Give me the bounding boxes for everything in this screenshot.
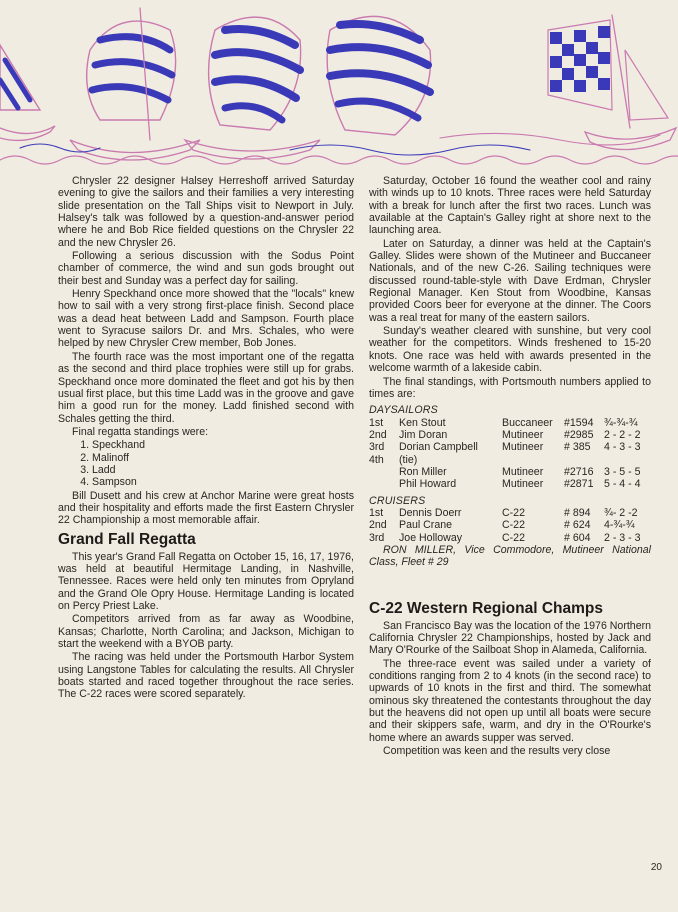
list-item: 3. Ladd: [92, 464, 354, 476]
body-paragraph: The final standings, with Portsmouth numbers applied to times are:: [369, 375, 651, 400]
scores-cell: 4-¾-¾: [604, 519, 635, 532]
scores-cell: 5 - 4 - 4: [604, 478, 641, 491]
name-cell: Paul Crane: [399, 519, 452, 532]
name-cell: Dennis Doerr: [399, 506, 462, 519]
name-cell: Jim Doran: [399, 428, 448, 441]
cruisers-label: CRUISERS: [369, 494, 426, 507]
author-credit: RON MILLER, Vice Commodore, Mutineer National Class, Fleet # 29: [369, 543, 651, 569]
body-paragraph: Bill Dusett and his crew at Anchor Marine were great hosts and their hospitality and efforts made the first Eastern Chrysler 22 Championship a most memorable affair.: [58, 489, 354, 527]
sail-cell: # 624: [564, 519, 591, 532]
section-heading: Grand Fall Regatta: [58, 530, 196, 548]
body-paragraph: Competitors arrived from as far away as Woodbine, Kansas; Charlotte, North Carolina; and Jackson, Michigan to start the weekend with a BYOB party.: [58, 613, 354, 651]
list-item: 1. Speckhand: [92, 439, 354, 451]
boat-cell: Mutineer: [502, 428, 544, 441]
page-number: 20: [650, 862, 662, 873]
boat-cell: Mutineer: [502, 441, 544, 454]
table-row: [369, 441, 651, 453]
body-paragraph: San Francisco Bay was the location of the 1976 Northern California Chrysler 22 Championships, hosted by Jack and Mary O'Rourke of the Sailboat Shop in Alameda, California.: [369, 619, 651, 657]
boat-cell: C-22: [502, 506, 525, 519]
body-paragraph: Competition was keen and the results very close: [383, 745, 611, 758]
scores-cell: 3 - 5 - 5: [604, 465, 641, 478]
scores-cell: 4 - 3 - 3: [604, 441, 641, 454]
sail-cell: # 604: [564, 531, 591, 544]
sail-cell: #2716: [564, 465, 594, 478]
table-row: [369, 429, 651, 441]
place-cell: 2nd: [369, 519, 387, 532]
column-gap: [369, 570, 651, 596]
sail-cell: #2985: [564, 428, 594, 441]
place-cell: 2nd: [369, 428, 387, 441]
boat-cell: Buccaneer: [502, 416, 553, 429]
place-cell: [369, 478, 399, 490]
scores-cell: 2 - 3 - 3: [604, 531, 641, 544]
daysailors-table: [369, 417, 651, 491]
daysailors-label: DAYSAILORS: [369, 404, 438, 417]
body-paragraph: The three-race event was sailed under a variety of conditions ranging from 2 to 4 knots (in the second race) to upwards of 10 knots in the first and third. The somewhat ominous sky threatened the contestants throughout the day but the heavens did not open up until all boats were secure and their skippers safe, warm, and dry in the O'Rourke's home where an awards supper was served.: [369, 657, 651, 744]
table-row: [369, 532, 651, 544]
name-cell: Phil Howard: [399, 478, 457, 491]
name-cell: Joe Holloway: [399, 531, 463, 544]
body-paragraph: Saturday, October 16 found the weather cool and rainy with winds up to 10 knots. Three races were held Saturday with a break for lunch after the first two races. Lunch was available at the Captain's Galley right at shore next to the launching area.: [369, 175, 651, 237]
table-row: [369, 519, 651, 531]
boat-cell: C-22: [502, 531, 525, 544]
body-paragraph: The fourth race was the most important one of the regatta as the second and third place trophies were still up for grabs. Speckhand once more dominated the fleet and got his by then usual first place, but this time Ladd was in the groove and gave him a good run for the money. Ladd finished second with Schales getting the third.: [58, 350, 354, 425]
sail-cell: [564, 454, 604, 466]
place-cell: 3rd: [369, 441, 385, 454]
list-item: 4. Sampson: [92, 476, 354, 488]
cruisers-table: [369, 507, 651, 544]
body-paragraph: Final regatta standings were:: [72, 425, 209, 438]
place-cell: [369, 466, 399, 478]
standings-list: [58, 439, 354, 488]
boat-cell: [502, 454, 564, 466]
section-heading: C-22 Western Regional Champs: [369, 599, 603, 617]
name-cell: Dorian Campbell: [399, 441, 478, 454]
boat-cell: Mutineer: [502, 465, 544, 478]
place-cell: 1st: [369, 506, 384, 519]
sail-cell: #1594: [564, 416, 594, 429]
place-cell: 3rd: [369, 531, 385, 544]
body-paragraph: Henry Speckhand once more showed that the "locals" knew how to sail with a very strong first-place finish. Second place was a dead heat between Ladd and Sampson. Fourth place went to Syracuse sailors Dr. and Mrs. Schales, who were helped by new Chrysler Crew member, Bob Jones.: [58, 288, 354, 350]
body-paragraph: This year's Grand Fall Regatta on October 15, 16, 17, 1976, was held at beautiful Hermitage Landing, in Nashville, Tennessee. Races were held only ten minutes from Opryland and the Grand Ole Opry House. Hermitage Landing is located on Percy Priest Lake.: [58, 550, 354, 612]
table-row: [369, 478, 651, 490]
boat-cell: C-22: [502, 519, 525, 532]
table-row: [369, 507, 651, 519]
body-paragraph: Following a serious discussion with the Sodus Point chamber of commerce, the wind and sun gods brought out their best and Sunday was a perfect day for sailing.: [58, 250, 354, 287]
body-paragraph: The racing was held under the Portsmouth Harbor System using Langstone Tables for calculating the results. All Chrysler boats started and raced together throughout the race series. The C-22 races were scored separately.: [58, 651, 354, 701]
table-row: [369, 417, 651, 429]
right-column: [369, 175, 651, 758]
scores-cell: 2 - 2 - 2: [604, 428, 641, 441]
table-row: [369, 454, 651, 466]
sail-cell: # 385: [564, 441, 591, 454]
place-cell: 1st: [369, 416, 384, 429]
name-cell: Ron Miller: [399, 465, 447, 478]
body-paragraph: Later on Saturday, a dinner was held at the Captain's Galley. Slides were shown of the Mutineer and Buccaneer Nationals, and of the new C-26. Sailing techniques were discussed round-table-style with Dave Erdman, Chrysler Regional Manager. Ken Stout from Woodbine, Kansas provided Coors beer for everyone at the dinner. The Coors was a real treat for many of the eastern sailors.: [369, 237, 651, 324]
boat-cell: Mutineer: [502, 478, 544, 491]
body-paragraph: Sunday's weather cleared with sunshine, but very cool weather for the competitors. Winds freshened to 15-20 knots. One race was held with awards presented in the welcome warmth of a lakeside cabin.: [369, 325, 651, 375]
body-paragraph: Chrysler 22 designer Halsey Herreshoff arrived Saturday evening to give the sailors and their families a very interesting slide presentation on the Tall Ships visit to Newport in July. Halsey's talk was followed by a question-and-answer period where he and Bob Rice fielded questions on the Chrysler 22 and the new Chrysler 26.: [58, 175, 354, 249]
scores-cell: ¾- 2 -2: [604, 506, 638, 519]
name-cell: (tie): [399, 453, 418, 466]
sail-cell: # 894: [564, 506, 591, 519]
sail-cell: #2871: [564, 478, 594, 491]
list-item: 2. Malinoff: [92, 452, 354, 464]
place-cell: 4th: [369, 453, 384, 466]
scores-cell: [604, 454, 651, 466]
table-row: [369, 466, 651, 478]
name-cell: Ken Stout: [399, 416, 446, 429]
left-column: [58, 175, 354, 702]
scores-cell: ¾-¾-¾: [604, 416, 638, 429]
sailboats-illustration: [0, 0, 678, 172]
